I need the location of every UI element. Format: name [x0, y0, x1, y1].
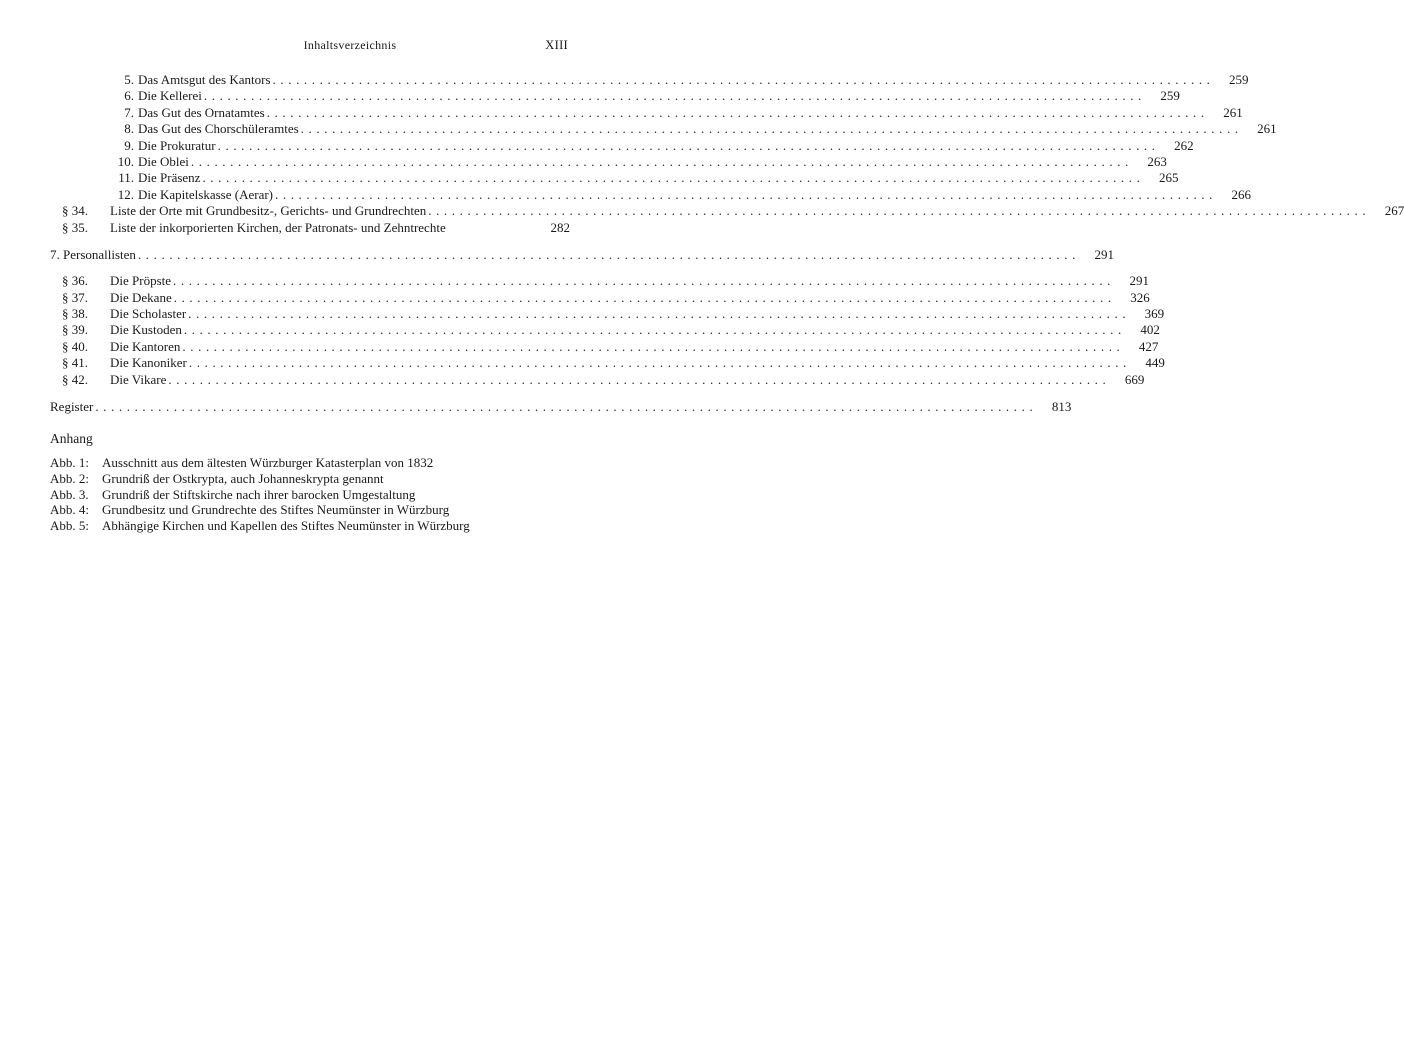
entry-page: 282 — [550, 219, 570, 235]
entry-title: Die Kellerei — [138, 88, 202, 104]
figure-caption: Abhängige Kirchen und Kapellen des Stiftes Neumünster in Würzburg — [102, 517, 470, 533]
table-of-contents — [50, 72, 1404, 533]
section-number: § 35. — [62, 219, 88, 235]
toc-chapter-entry — [50, 246, 1114, 263]
dot-leader: ........................................................................................................................ — [188, 306, 1131, 322]
dot-leader: ........................................................................................................................ — [168, 371, 1111, 387]
section-number: § 37. — [62, 289, 88, 305]
entry-number: 8. — [124, 121, 134, 137]
dot-leader: ........................................................................................................................ — [217, 137, 1160, 153]
section-number: § 38. — [62, 306, 88, 322]
entry-page: 259 — [1229, 72, 1249, 87]
dot-leader: ........................................................................................................................ — [137, 246, 1080, 262]
entry-number: 6. — [124, 88, 134, 104]
toc-entry — [50, 170, 1179, 186]
figure-number: Abb. 5: — [50, 517, 89, 533]
toc-entry — [50, 137, 1194, 154]
figure-number: Abb. 4: — [50, 502, 89, 518]
entry-title: Die Vikare — [110, 371, 167, 387]
figure-entry — [50, 518, 570, 534]
figure-entry — [50, 471, 570, 487]
running-head — [0, 38, 700, 56]
section-number: § 42. — [62, 371, 88, 387]
entry-page: 261 — [1257, 121, 1277, 137]
entry-page: 263 — [1147, 153, 1167, 169]
entry-title: Die Pröpste — [110, 273, 172, 289]
section-number: § 40. — [62, 338, 88, 354]
toc-section-entry — [50, 273, 1150, 289]
entry-title: Liste der inkorporierten Kirchen, der Patronats- und Zehntrechte — [110, 219, 446, 235]
dot-leader: ........................................................................................................................ — [272, 72, 1215, 87]
entry-number: 7. — [124, 104, 134, 120]
toc-entry — [50, 121, 1277, 137]
entry-page: 291 — [1129, 273, 1150, 289]
entry-title: Die Dekane — [110, 289, 172, 305]
entry-page: 265 — [1158, 170, 1179, 186]
dot-leader: ........................................................................................................................ — [173, 273, 1116, 289]
section-number: § 39. — [62, 322, 88, 338]
figure-number: Abb. 2: — [50, 471, 89, 487]
entry-title: Das Gut des Chorschüleramtes — [138, 121, 299, 137]
dot-leader: ........................................................................................................................ — [266, 104, 1209, 120]
dot-leader: ........................................................................................................................ — [275, 186, 1217, 202]
entry-title: Die Oblei — [138, 153, 189, 169]
toc-entry — [50, 186, 1251, 203]
entry-page: 259 — [1160, 88, 1180, 104]
entry-page: 369 — [1144, 306, 1165, 322]
entry-page: 813 — [1051, 399, 1072, 415]
chapter-title: 7. Personallisten — [50, 246, 136, 262]
figure-caption: Grundriß der Ostkrypta, auch Johanneskrypta genannt — [102, 471, 384, 487]
toc-entry — [50, 153, 1167, 170]
entry-number: 5. — [124, 72, 134, 87]
dot-leader: ........................................................................................................................ — [188, 355, 1131, 371]
page-number: XIII — [545, 38, 568, 52]
entry-title: Das Gut des Ornatamtes — [138, 104, 265, 120]
figure-caption: Ausschnitt aus dem ältesten Würzburger Katasterplan von 1832 — [102, 455, 434, 471]
figure-entry — [50, 487, 570, 503]
dot-leader: ........................................................................................................................ — [190, 153, 1133, 169]
entry-page: 449 — [1145, 355, 1165, 371]
entry-title: Die Kantoren — [110, 338, 181, 354]
section-number: § 34. — [62, 203, 88, 219]
toc-section-entry — [50, 220, 570, 236]
anhang-heading: Anhang — [50, 431, 93, 447]
entry-page: 402 — [1140, 322, 1160, 338]
entry-title: Liste der Orte mit Grundbesitz-, Gerichts- und Grundrechten — [110, 203, 427, 219]
entry-number: 10. — [117, 153, 134, 169]
entry-number: 11. — [118, 170, 134, 186]
toc-section-entry — [50, 306, 1165, 322]
dot-leader: ........................................................................................................................ — [300, 121, 1243, 137]
figure-caption: Grundbesitz und Grundrechte des Stiftes Neumünster in Würzburg — [102, 502, 450, 518]
toc-section-entry — [50, 289, 1150, 306]
dot-leader: ........................................................................................................................ — [428, 203, 1371, 219]
entry-number: 12. — [117, 186, 134, 202]
entry-page: 267 — [1384, 203, 1404, 219]
dot-leader: ........................................................................................................................ — [183, 322, 1126, 338]
running-head-title: Inhaltsverzeichnis — [303, 38, 397, 52]
entry-page: 261 — [1223, 104, 1243, 120]
toc-register-entry — [50, 399, 1072, 415]
entry-page: 291 — [1094, 246, 1114, 262]
register-title: Register — [50, 399, 94, 415]
toc-entry — [50, 72, 1249, 88]
entry-page: 326 — [1130, 289, 1150, 305]
entry-page: 262 — [1174, 137, 1194, 153]
toc-section-entry — [50, 322, 1160, 338]
toc-entry — [50, 104, 1243, 121]
dot-leader: ........................................................................................................................ — [173, 289, 1116, 305]
entry-page: 427 — [1138, 338, 1159, 354]
entry-number: 9. — [124, 137, 134, 153]
entry-title: Die Prokuratur — [138, 137, 216, 153]
toc-section-entry — [50, 355, 1165, 371]
dot-leader: ........................................................................................................................ — [203, 88, 1146, 104]
figure-number: Abb. 1: — [50, 455, 89, 471]
entry-page: 266 — [1231, 186, 1251, 202]
figure-caption: Grundriß der Stiftskirche nach ihrer barocken Umgestaltung — [102, 486, 416, 502]
entry-title: Die Präsenz — [138, 170, 201, 186]
toc-section-entry — [50, 371, 1145, 388]
entry-title: Die Scholaster — [110, 306, 187, 322]
dot-leader: ........................................................................................................................ — [202, 170, 1145, 186]
figure-number: Abb. 3. — [50, 486, 89, 502]
entry-title: Die Kapitelskasse (Aerar) — [138, 186, 273, 202]
section-number: § 36. — [62, 273, 88, 289]
entry-title: Die Kustoden — [110, 322, 182, 338]
figure-entry — [50, 502, 570, 518]
section-number: § 41. — [62, 355, 88, 371]
dot-leader: ........................................................................................................................ — [182, 338, 1125, 354]
entry-title: Das Amtsgut des Kantors — [138, 72, 271, 87]
toc-entry — [50, 88, 1180, 104]
toc-section-entry — [50, 338, 1159, 355]
entry-title: Die Kanoniker — [110, 355, 187, 371]
toc-section-entry — [50, 203, 1404, 219]
entry-page: 669 — [1124, 371, 1145, 387]
figure-entry — [50, 455, 570, 471]
dot-leader: ........................................................................................................................ — [95, 399, 1038, 415]
